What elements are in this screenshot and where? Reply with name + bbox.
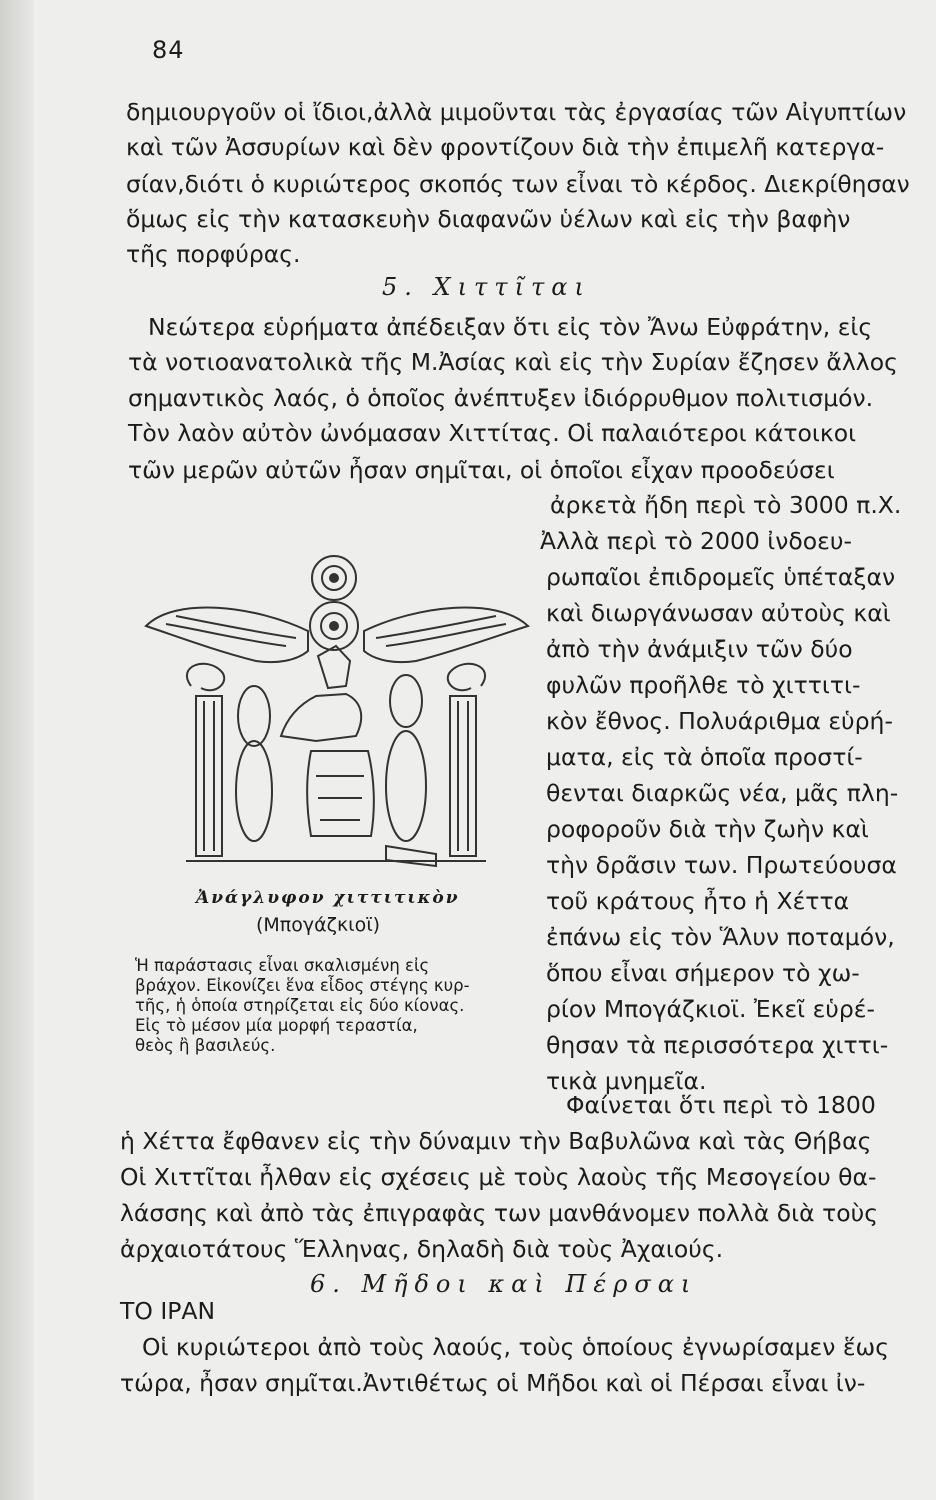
- text-line: ρωπαῖοι ἐπιδρομεῖς ὑπέταξαν: [546, 563, 896, 591]
- text-line: θενται διαρκῶς νέα, μᾶς πλη-: [546, 779, 899, 807]
- figure-caption-line: Ἡ παράστασις εἶναι σκαλισμένη εἰς: [135, 956, 430, 975]
- text-line: καὶ τῶν Ἀσσυρίων καὶ δὲν φροντίζουν διὰ τὴν ἐπιμελῆ κατεργα-: [126, 133, 885, 161]
- text-line: Νεώτερα εὑρήματα ἀπέδειξαν ὅτι εἰς τὸν Ἄνω Εὐφράτην, εἰς: [148, 313, 873, 341]
- text-line: ἐπάνω εἰς τὸν Ἅλυν ποταμόν,: [546, 923, 895, 951]
- figure-caption-line: τῆς, ἡ ὁποία στηρίζεται εἰς δύο κίονας.: [135, 996, 465, 1015]
- text-line: τοῦ κράτους ἦτο ἡ Χέττα: [546, 887, 850, 915]
- text-line: δημιουργοῦν οἱ ἴδιοι,ἀλλὰ μιμοῦνται τὰς ἐργασίας τῶν Αἰγυπτίων: [126, 98, 907, 126]
- text-line: φυλῶν προῆλθε τὸ χιττιτι-: [546, 671, 861, 699]
- figure-caption-line: θεὸς ἢ βασιλεύς.: [135, 1036, 276, 1055]
- text-line: ἀρχαιοτάτους Ἕλληνας, δηλαδὴ διὰ τοὺς Ἀχαιούς.: [120, 1235, 724, 1263]
- text-line: ὅμως εἰς τὴν κατασκευὴν διαφανῶν ὑέλων καὶ εἰς τὴν βαφὴν: [126, 205, 851, 233]
- text-line: τῶν μερῶν αὐτῶν ἦσαν σημῖται, οἱ ὁποῖοι εἶχαν προοδεύσει: [128, 456, 835, 484]
- text-line: καὶ διωργάνωσαν αὐτοὺς καὶ: [546, 599, 891, 627]
- text-line: Οἱ Χιττῖται ἦλθαν εἰς σχέσεις μὲ τοὺς λαοὺς τῆς Μεσογείου θα-: [120, 1163, 877, 1191]
- text-line: σημαντικὸς λαός, ὁ ὁποῖος ἀνέπτυξεν ἰδιόρρυθμον πολιτισμόν.: [128, 384, 874, 412]
- section-heading: 5. Χιττῖται: [382, 273, 591, 301]
- text-line: ματα, εἰς τὰ ὁποῖα προστί-: [546, 743, 863, 771]
- text-line: Τὸν λαὸν αὐτὸν ὠνόμασαν Χιττίτας. Οἱ παλαιότεροι κάτοικοι: [128, 419, 857, 447]
- text-line: ροφοροῦν διὰ τὴν ζωὴν καὶ: [546, 815, 869, 843]
- text-line: ὅπου εἶναι σήμερον τὸ χω-: [546, 959, 860, 987]
- figure-caption-line: Εἰς τὸ μέσον μία μορφή τεραστία,: [135, 1016, 418, 1035]
- page-number: 84: [152, 36, 185, 64]
- figure-caption-subtitle: (Μπογάζκιοϊ): [256, 914, 381, 936]
- text-line: κὸν ἔθνος. Πολυάριθμα εὑρή-: [546, 707, 893, 735]
- text-line: τῆς πορφύρας.: [126, 240, 301, 268]
- text-line: Ἀλλὰ περὶ τὸ 2000 ἰνδοευ-: [540, 527, 852, 555]
- figure-caption-title: Ἀνάγλυφον χιττιτικὸν: [196, 888, 460, 908]
- page-binding-edge: [0, 0, 34, 1500]
- text-line: τικὰ μνημεῖα.: [546, 1067, 707, 1095]
- text-line: θησαν τὰ περισσότερα χιττι-: [546, 1031, 889, 1059]
- hittite-relief-illustration: [136, 536, 536, 886]
- text-line: λάσσης καὶ ἀπὸ τὰς ἐπιγραφὰς των μανθάνομεν πολλὰ διὰ τοὺς: [120, 1199, 878, 1227]
- text-line: τὴν δρᾶσιν των. Πρωτεύουσα: [546, 851, 897, 879]
- section-subheading: ΤΟ ΙΡΑΝ: [120, 1297, 216, 1325]
- text-line: σίαν,διότι ὁ κυριώτερος σκοπός των εἶναι τὸ κέρδος. Διεκρίθησαν: [126, 170, 910, 198]
- text-line: ἀπὸ τὴν ἀνάμιξιν τῶν δύο: [546, 635, 853, 663]
- text-line: Φαίνεται ὅτι περὶ τὸ 1800: [566, 1091, 876, 1119]
- text-line: ρίον Μπογάζκιοϊ. Ἐκεῖ εὑρέ-: [546, 995, 875, 1023]
- text-line: ἡ Χέττα ἔφθανεν εἰς τὴν δύναμιν τὴν Βαβυλῶνα καὶ τὰς Θήβας: [120, 1127, 872, 1155]
- text-line: τὰ νοτιοανατολικὰ τῆς Μ.Ἀσίας καὶ εἰς τὴν Συρίαν ἔζησεν ἄλλος: [128, 348, 898, 376]
- text-line: ἀρκετὰ ἤδη περὶ τὸ 3000 π.Χ.: [550, 491, 902, 519]
- text-line: Οἱ κυριώτεροι ἀπὸ τοὺς λαούς, τοὺς ὁποίους ἐγνωρίσαμεν ἕως: [142, 1333, 890, 1361]
- figure-caption-line: βράχον. Εἰκονίζει ἕνα εἶδος στέγης κυρ-: [135, 976, 470, 995]
- section-heading: 6. Μῆδοι καὶ Πέρσαι: [310, 1270, 698, 1298]
- text-line: τώρα, ἦσαν σημῖται.Ἀντιθέτως οἱ Μῆδοι καὶ οἱ Πέρσαι εἶναι ἰν-: [120, 1369, 866, 1397]
